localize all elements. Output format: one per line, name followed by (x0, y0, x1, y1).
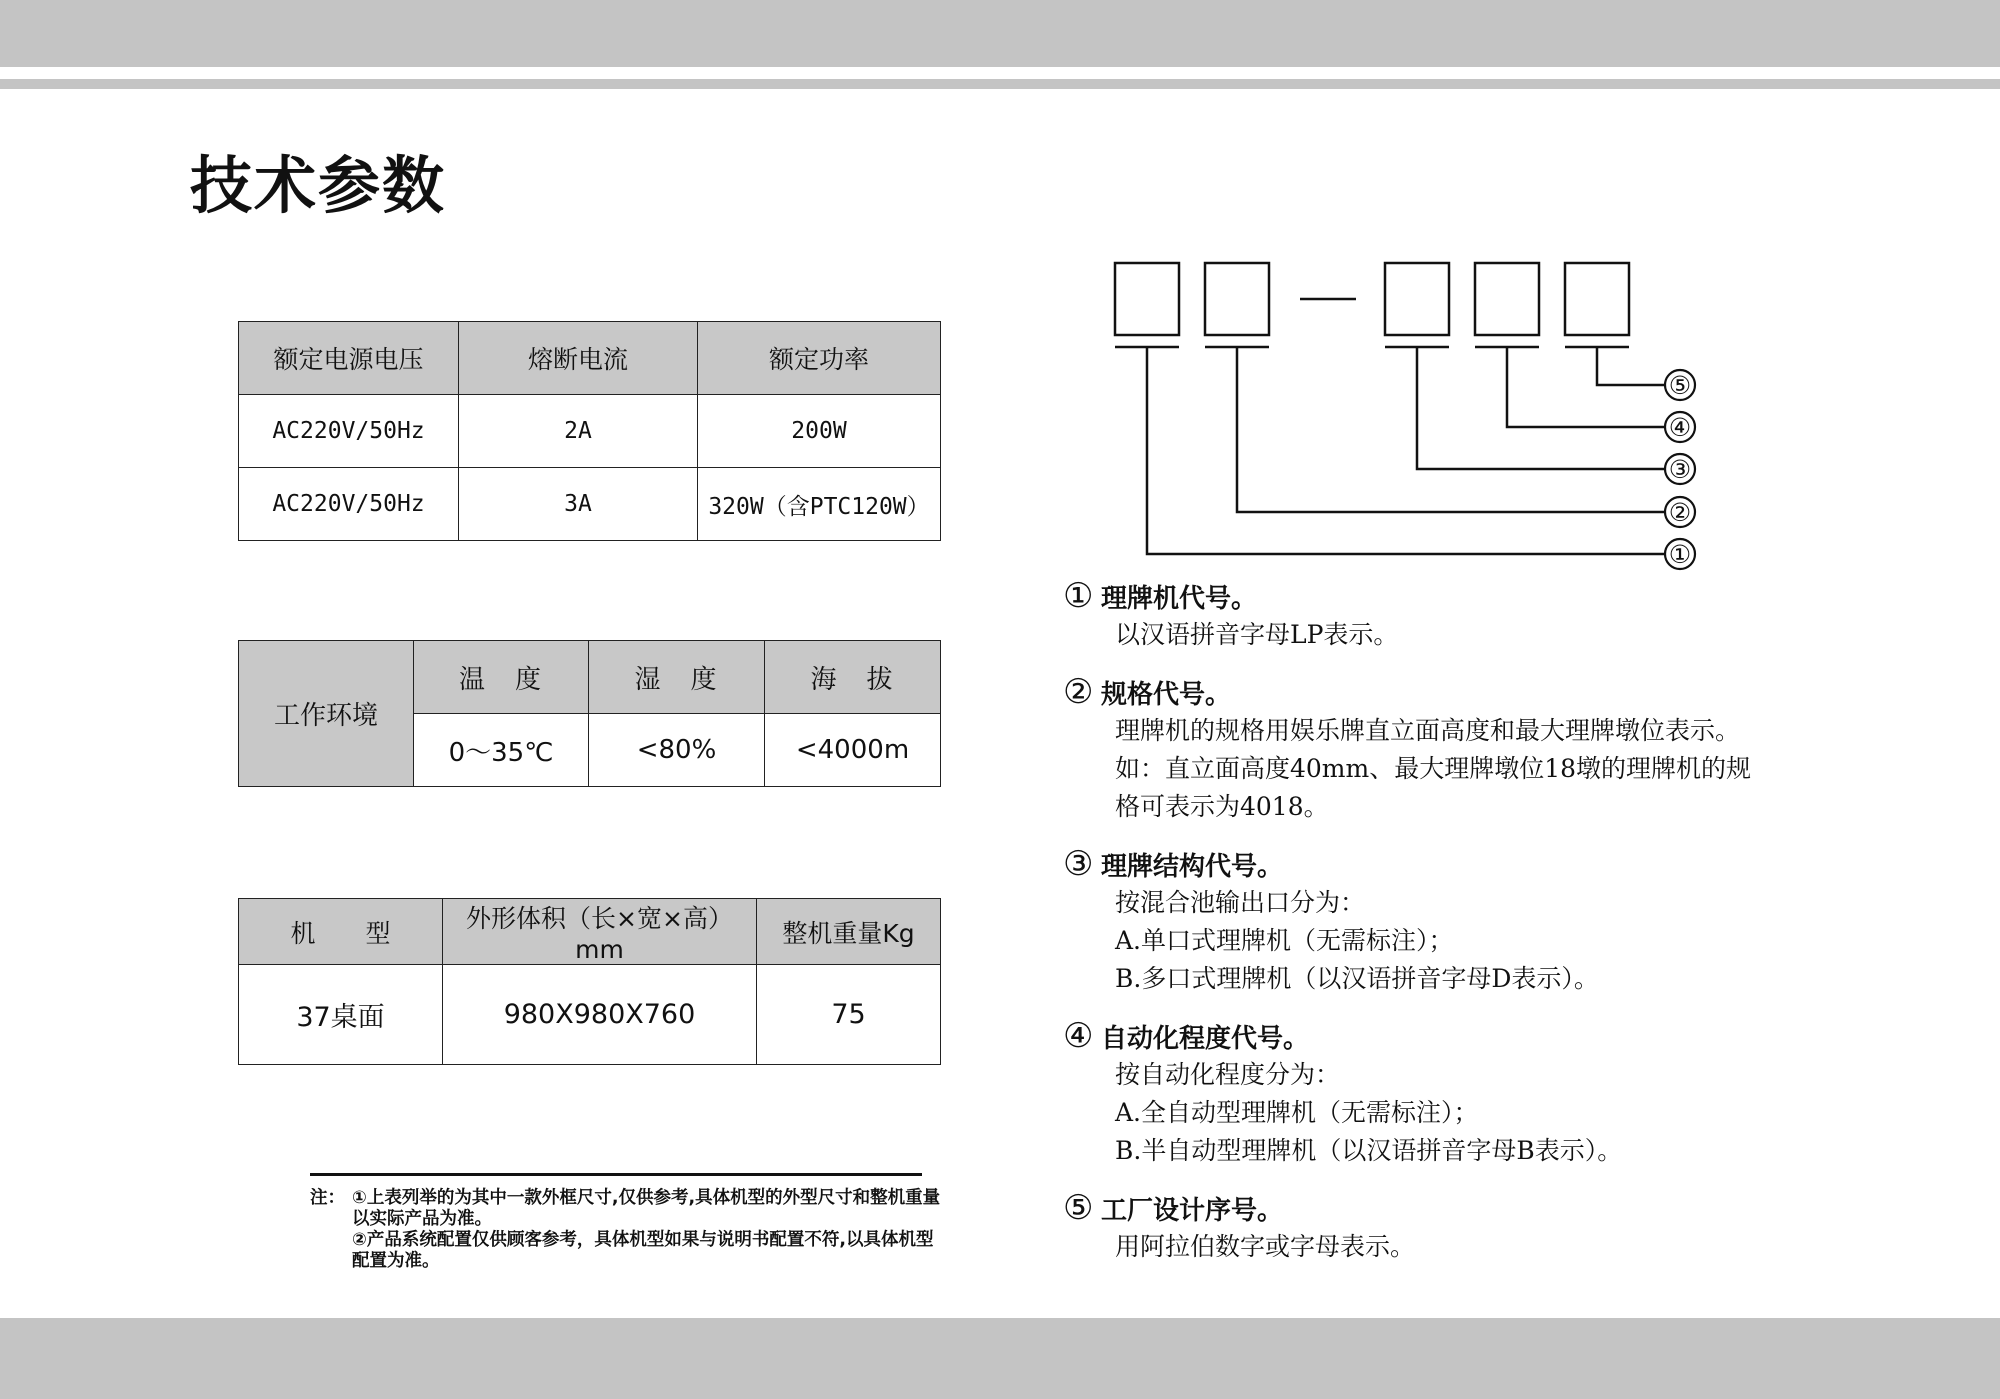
environment-table (238, 640, 941, 787)
cell-dimensions: 980X980X760 (443, 965, 757, 1065)
code-box-3 (1385, 263, 1449, 335)
table-row (239, 468, 941, 541)
table-header-row (239, 322, 941, 395)
legend-number: ① (1063, 576, 1094, 616)
diagram-label-3: ③ (1668, 455, 1692, 484)
page-title: 技术参数 (190, 149, 447, 222)
legend-number: ⑤ (1063, 1188, 1094, 1228)
cell-power: 200W (698, 395, 941, 468)
legend-line: B.半自动型理牌机（以汉语拼音字母B表示）。 (1115, 1136, 1623, 1165)
legend-title: 理牌结构代号。 (1101, 851, 1284, 882)
legend-number: ④ (1063, 1016, 1094, 1056)
header-model: 机 型 (239, 899, 443, 965)
cell-model: 37桌面 (239, 965, 443, 1065)
diagram-label-5: ⑤ (1668, 371, 1692, 400)
legend-line: 用阿拉伯数字或字母表示。 (1115, 1232, 1416, 1261)
header-weight: 整机重量Kg (757, 899, 941, 965)
leader-line-2 (1237, 347, 1665, 512)
header-temperature: 温 度 (414, 641, 589, 714)
cell-altitude: <4000m (765, 714, 941, 787)
cell-current: 3A (459, 468, 698, 541)
legend-number: ③ (1063, 844, 1094, 884)
leader-line-3 (1417, 347, 1665, 469)
legend-line: 按混合池输出口分为： (1115, 888, 1366, 917)
header-fuse-current: 熔断电流 (459, 322, 698, 395)
header-dimensions: 外形体积（长×宽×高）mm (443, 899, 757, 965)
legend-title: 自动化程度代号。 (1101, 1023, 1310, 1054)
model-code-diagram (1100, 255, 1720, 585)
cell-current: 2A (459, 395, 698, 468)
note-text: ①上表列举的为其中一款外框尺寸,仅供参考,具体机型的外型尺寸和整机重量以实际产品为准。 (352, 1188, 941, 1229)
note-item (310, 1188, 950, 1230)
leader-line-5 (1597, 347, 1665, 385)
legend-number: ② (1063, 672, 1094, 712)
top-gray-band (0, 0, 2000, 67)
leader-line-4 (1507, 347, 1665, 427)
header-rated-power: 额定功率 (698, 322, 941, 395)
legend-title: 规格代号。 (1101, 679, 1232, 710)
table-row (239, 395, 941, 468)
top-gray-rule (0, 79, 2000, 89)
machine-table (238, 898, 941, 1065)
legend-title: 工厂设计序号。 (1101, 1195, 1284, 1226)
header-altitude: 海 拔 (765, 641, 941, 714)
note-text: ②产品系统配置仅供顾客参考，具体机型如果与说明书配置不符,以具体机型配置为准。 (352, 1230, 934, 1271)
legend-line: 格可表示为4018。 (1115, 792, 1329, 821)
legend-item-1 (1063, 576, 1823, 654)
diagram-label-2: ② (1668, 498, 1692, 527)
bottom-gray-band (0, 1318, 2000, 1399)
cell-voltage: AC220V/50Hz (239, 395, 459, 468)
table-header-row (239, 899, 941, 965)
env-row-label: 工作环境 (239, 641, 414, 787)
note-item (310, 1230, 950, 1272)
footnote (310, 1188, 950, 1272)
legend-item-3 (1063, 844, 1823, 998)
legend-item-4 (1063, 1016, 1823, 1170)
table-header-row (239, 641, 941, 714)
code-box-2 (1205, 263, 1269, 335)
legend-line: B.多口式理牌机（以汉语拼音字母D表示）。 (1115, 964, 1599, 993)
diagram-label-4: ④ (1668, 413, 1692, 442)
header-humidity: 湿 度 (589, 641, 765, 714)
note-prefix: 注： (310, 1188, 345, 1208)
code-box-5 (1565, 263, 1629, 335)
note-divider (310, 1173, 922, 1176)
cell-power: 320W（含PTC120W） (698, 468, 941, 541)
code-box-1 (1115, 263, 1179, 335)
power-spec-table (238, 321, 941, 541)
diagram-label-1: ① (1668, 540, 1692, 569)
code-box-4 (1475, 263, 1539, 335)
legend-line: 以汉语拼音字母LP表示。 (1115, 620, 1399, 649)
cell-weight: 75 (757, 965, 941, 1065)
legend-title: 理牌机代号。 (1101, 583, 1258, 614)
legend-line: 如：直立面高度40mm、最大理牌墩位18墩的理牌机的规 (1115, 754, 1752, 783)
cell-humidity: <80% (589, 714, 765, 787)
legend-line: 理牌机的规格用娱乐牌直立面高度和最大理牌墩位表示。 (1115, 716, 1741, 745)
legend-line: A.单口式理牌机（无需标注）； (1115, 926, 1454, 955)
legend-item-2 (1063, 672, 1823, 826)
legend-line: 按自动化程度分为： (1115, 1060, 1341, 1089)
code-legend (1063, 576, 1823, 1284)
cell-voltage: AC220V/50Hz (239, 468, 459, 541)
cell-temperature: 0～35℃ (414, 714, 589, 787)
legend-item-5 (1063, 1188, 1823, 1266)
leader-line-1 (1147, 347, 1665, 554)
legend-line: A.全自动型理牌机（无需标注）； (1115, 1098, 1479, 1127)
header-rated-voltage: 额定电源电压 (239, 322, 459, 395)
table-row (239, 965, 941, 1065)
